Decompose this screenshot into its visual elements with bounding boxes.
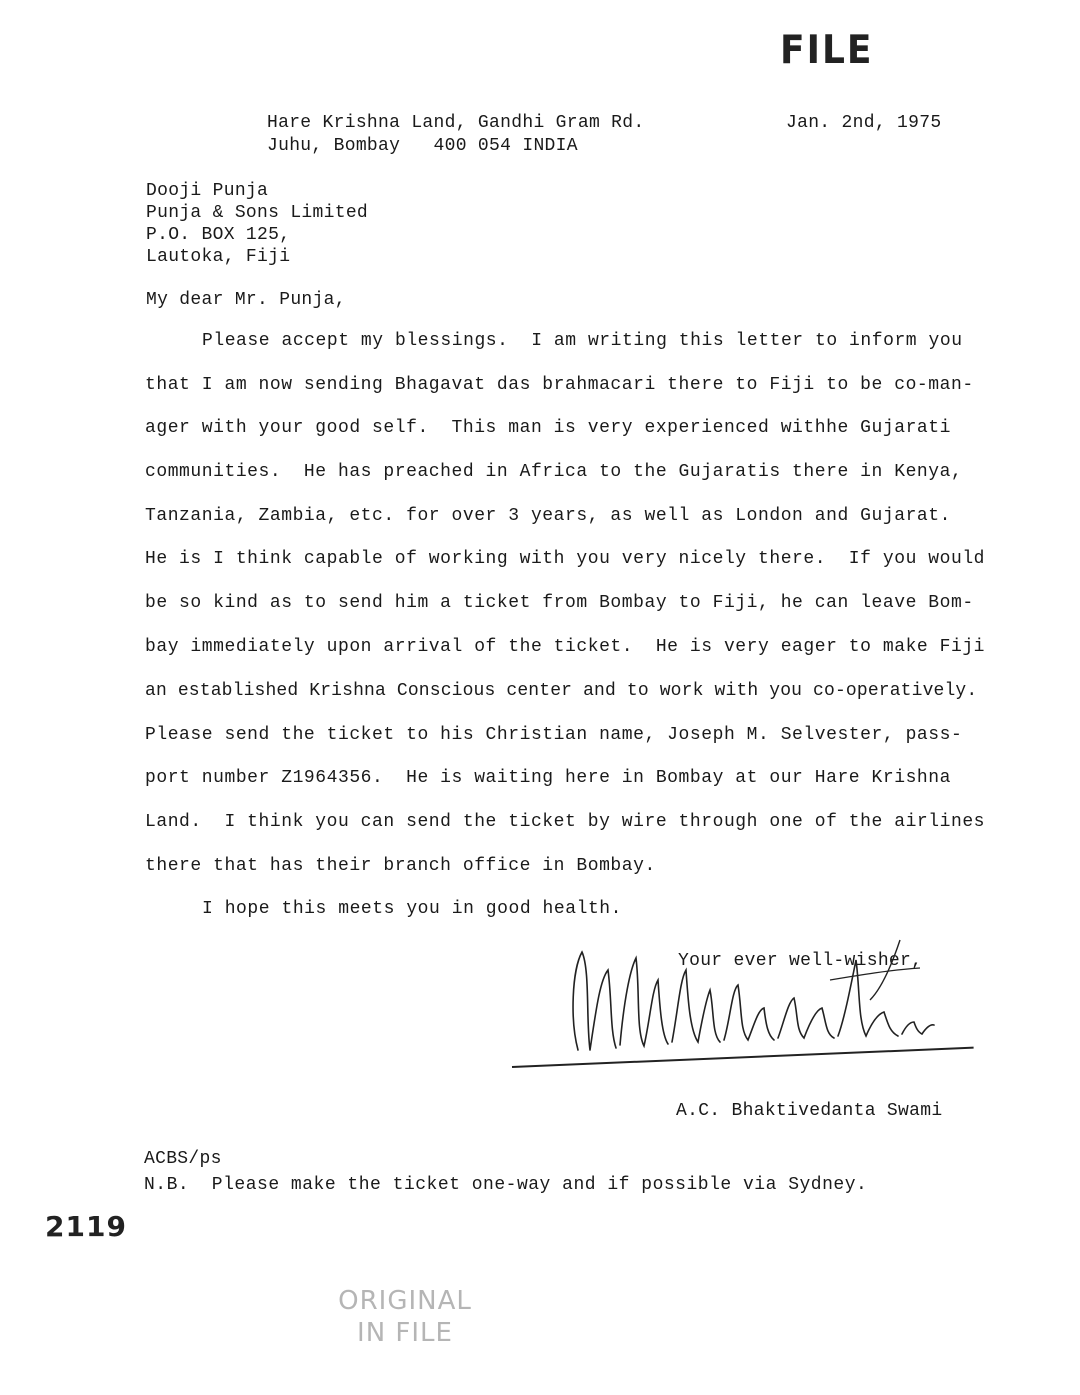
file-number-stamp: 2119 bbox=[45, 1210, 127, 1243]
body-line: there that has their branch office in Bombay. bbox=[145, 856, 656, 876]
initials: ACBS/ps bbox=[144, 1149, 222, 1169]
recipient-po-box: P.O. BOX 125, bbox=[146, 225, 291, 245]
closing-line: I hope this meets you in good health. bbox=[202, 899, 623, 919]
recipient-city: Lautoka, Fiji bbox=[146, 247, 291, 267]
body-line: Please send the ticket to his Christian name, Joseph M. Selvester, pass- bbox=[145, 725, 963, 745]
body-line: Tanzania, Zambia, etc. for over 3 years, as well as London and Gujarat. bbox=[145, 506, 951, 526]
recipient-name: Dooji Punja bbox=[146, 181, 269, 201]
body-line: port number Z1964356. He is waiting here in Bombay at our Hare Krishna bbox=[145, 768, 951, 788]
letter-date: Jan. 2nd, 1975 bbox=[786, 113, 942, 133]
letterhead-line-1: Hare Krishna Land, Gandhi Gram Rd. bbox=[267, 113, 645, 133]
letterhead-line-2: Juhu, Bombay 400 054 INDIA bbox=[267, 136, 578, 156]
body-line: an established Krishna Conscious center and to work with you co-operatively. bbox=[145, 681, 978, 701]
recipient-company: Punja & Sons Limited bbox=[146, 203, 369, 223]
valediction: Your ever well-wisher, bbox=[678, 951, 923, 971]
file-stamp: FILE bbox=[780, 27, 874, 74]
body-line: ager with your good self. This man is very experienced withhe Gujarati bbox=[145, 418, 951, 438]
body-line: Land. I think you can send the ticket by wire through one of the airlines bbox=[145, 812, 986, 832]
body-line: bay immediately upon arrival of the ticket. He is very eager to make Fiji bbox=[145, 637, 986, 657]
body-line: be so kind as to send him a ticket from Bombay to Fiji, he can leave Bom- bbox=[145, 593, 974, 613]
signatory-name: A.C. Bhaktivedanta Swami bbox=[676, 1101, 943, 1121]
body-line: Please accept my blessings. I am writing this letter to inform you bbox=[202, 331, 963, 351]
original-stamp-line-1: ORIGINAL bbox=[338, 1286, 472, 1316]
salutation: My dear Mr. Punja, bbox=[146, 290, 346, 310]
original-stamp-line-2: IN FILE bbox=[357, 1318, 453, 1348]
body-line: He is I think capable of working with you very nicely there. If you would bbox=[145, 549, 986, 569]
body-line: that I am now sending Bhagavat das brahmacari there to Fiji to be co-man- bbox=[145, 375, 974, 395]
postscript-note: N.B. Please make the ticket one-way and if possible via Sydney. bbox=[144, 1175, 868, 1195]
original-in-file-stamp bbox=[330, 1285, 480, 1349]
body-line: communities. He has preached in Africa to the Gujaratis there in Kenya, bbox=[145, 462, 963, 482]
